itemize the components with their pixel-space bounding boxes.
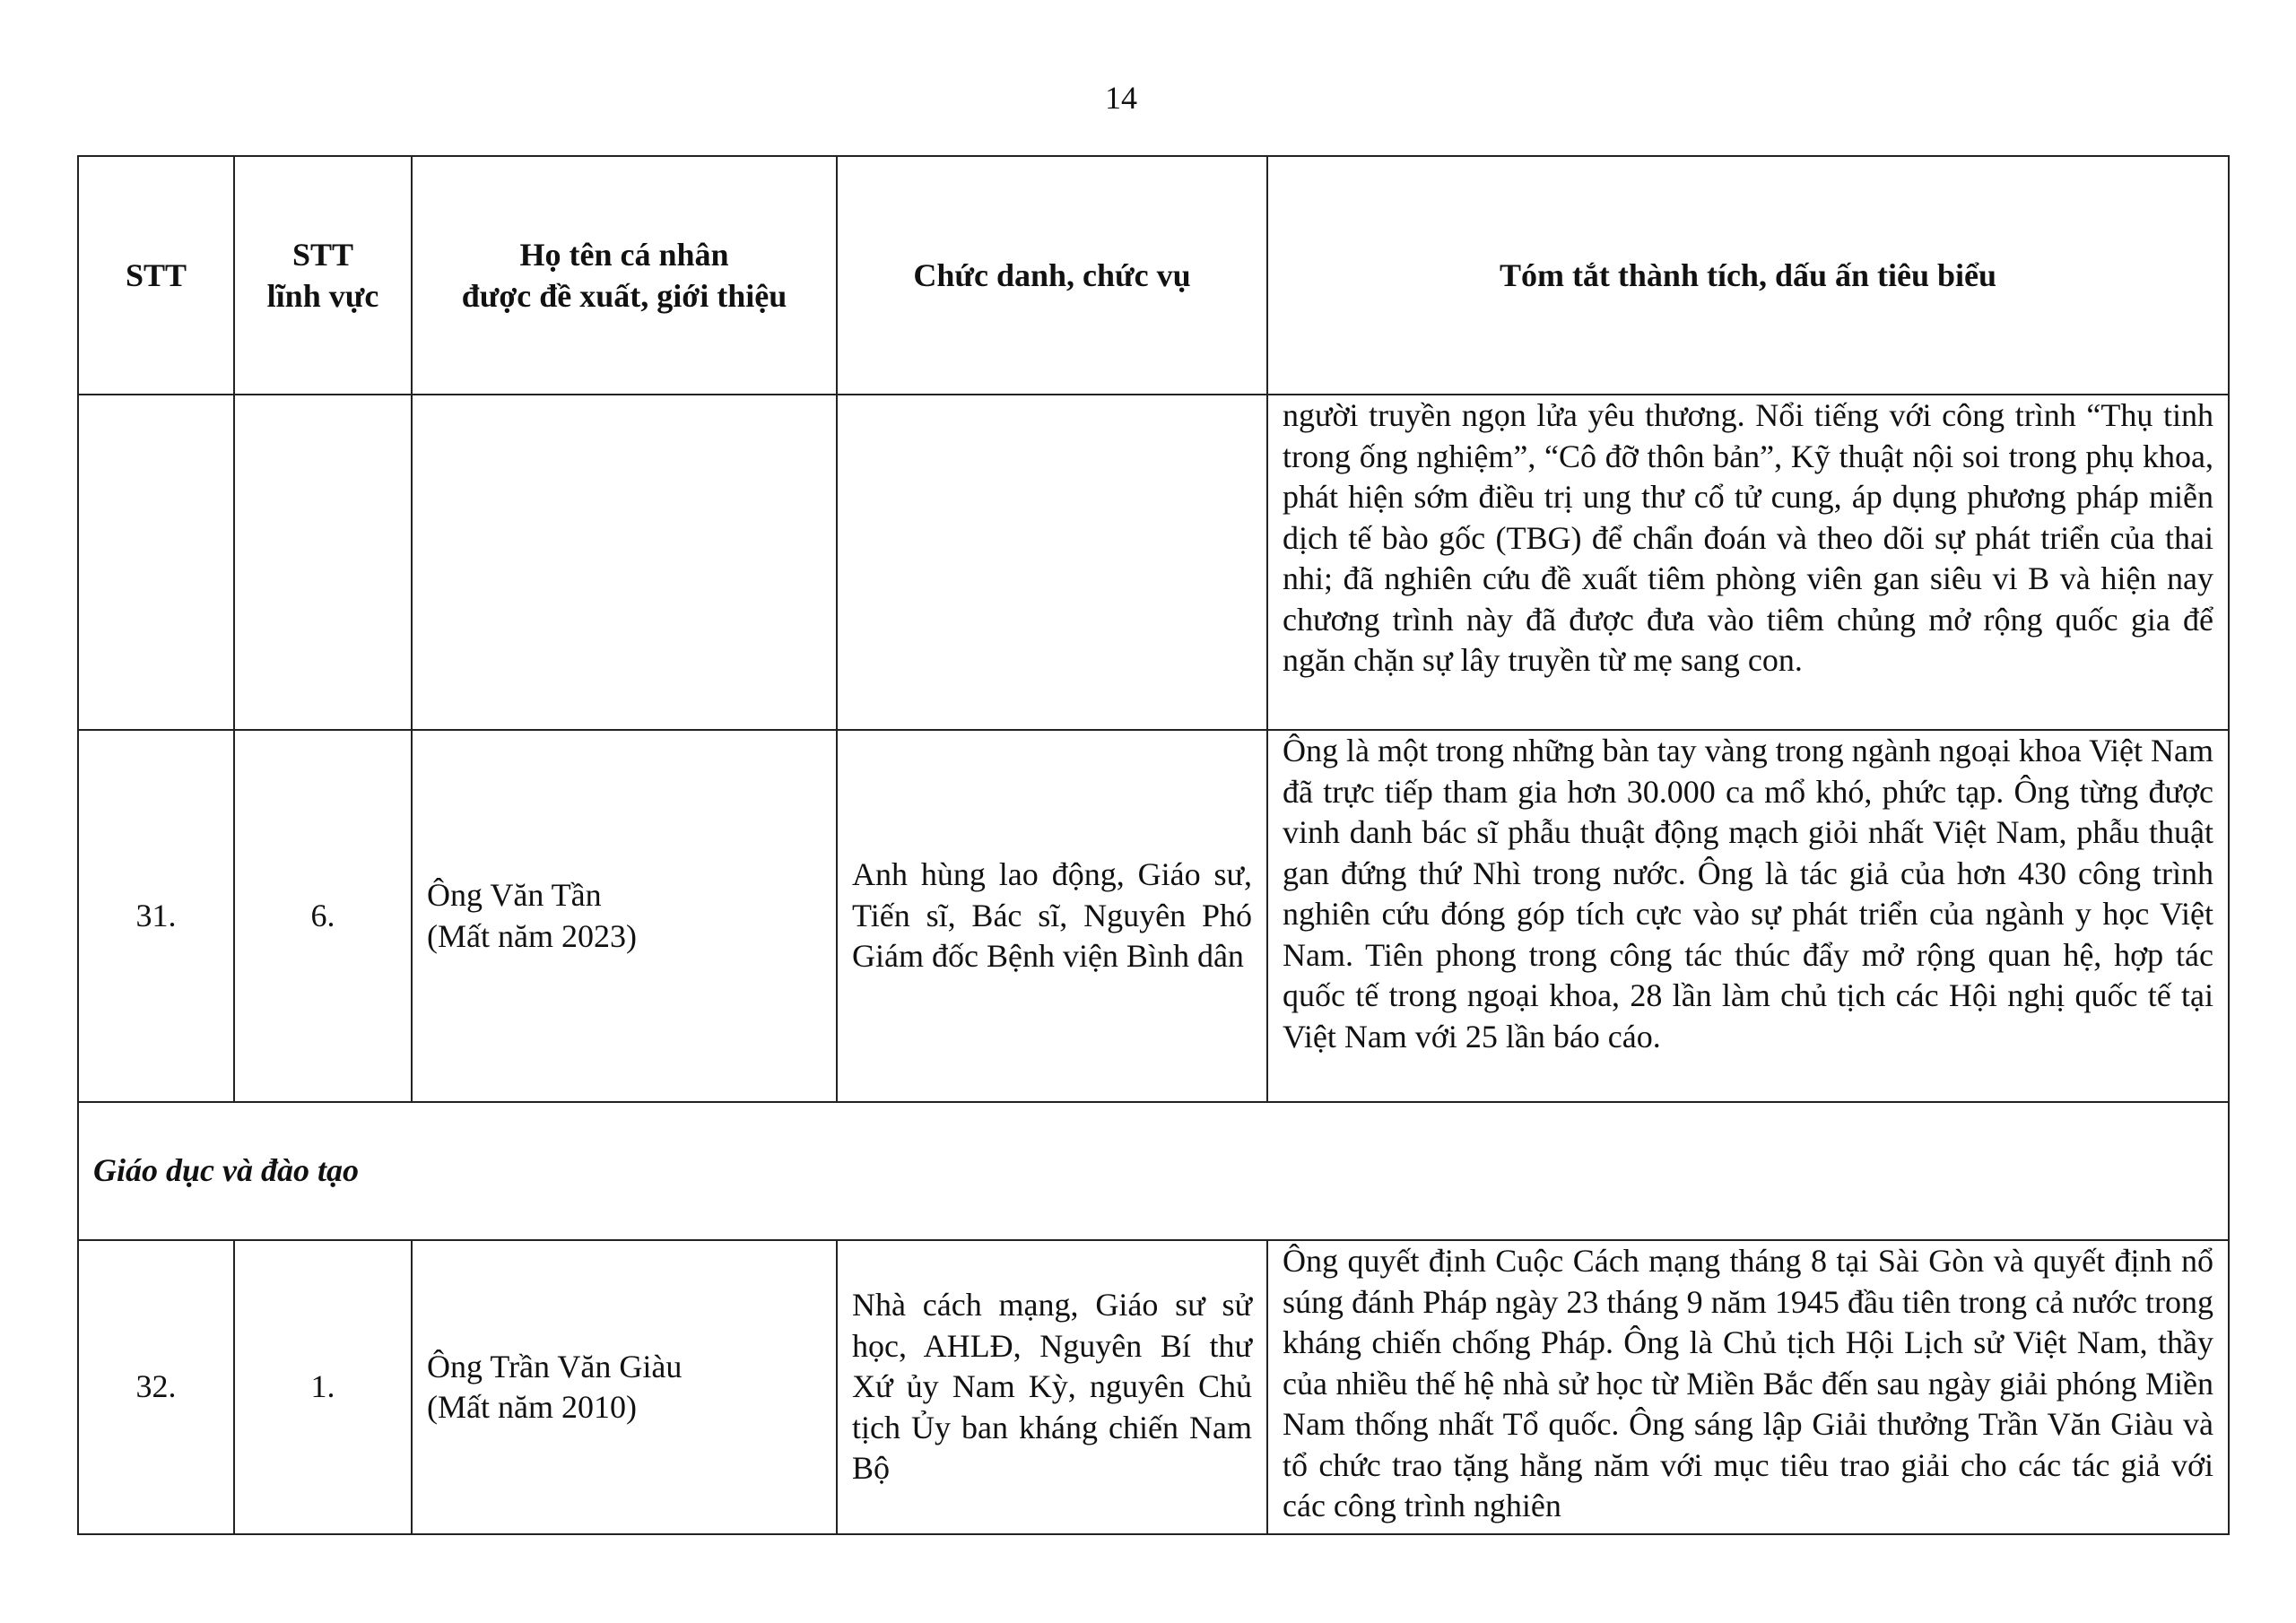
cell-stt-field: [234, 395, 412, 730]
cell-name: [412, 730, 837, 1102]
cell-stt-field: 1.: [234, 1240, 412, 1534]
cell-title: Anh hùng lao động, Giáo sư, Tiến sĩ, Bác sĩ, Nguyên Phó Giám đốc Bệnh viện Bình dân: [837, 730, 1267, 1102]
cell-summary: [1267, 395, 2229, 730]
table-row: [78, 1240, 2229, 1534]
cell-summary: [1267, 730, 2229, 1102]
summary-text: Ông quyết định Cuộc Cách mạng tháng 8 tại Sài Gòn và quyết định nổ súng đánh Pháp ngày 23 tháng 9 năm 1945 đầu tiên trong cả nước trong kháng chiến chống Pháp. Ông là Chủ tịch Hội Lịch sử Việt Nam, thầy của nhiều thế hệ nhà sử học từ Miền Bắc đến sau ngày giải phóng Miền Nam thống nhất Tổ quốc. Ông sáng lập Giải thưởng Trần Văn Giàu và tổ chức trao tặng hằng năm với mục tiêu trao giải cho các tác giả với các công trình nghiên: [1283, 1243, 2213, 1523]
person-death-year: (Mất năm 2010): [427, 1389, 637, 1425]
summary-text: người truyền ngọn lửa yêu thương. Nổi tiếng với công trình “Thụ tinh trong ống nghiệm”, “Cô đỡ thôn bản”, Kỹ thuật nội soi trong phụ khoa, phát hiện sớm điều trị ung thư cổ tử cung, áp dụng phương pháp miễn dịch tế bào gốc (TBG) để chẩn đoán và theo dõi sự phát triển của thai nhi; đã nghiên cứu đề xuất tiêm phòng viên gan siêu vi B và hiện nay chương trình này đã được đưa vào tiêm chủng mở rộng quốc gia để ngăn chặn sự lây truyền từ mẹ sang con.: [1283, 397, 2213, 678]
table-header-row: [78, 156, 2229, 395]
header-name-line-2: được đề xuất, giới thiệu: [461, 278, 787, 314]
page-number: 14: [1105, 80, 1137, 116]
summary-text: Ông là một trong những bàn tay vàng trong ngành ngoại khoa Việt Nam đã trực tiếp tham gia hơn 30.000 ca mổ khó, phức tạp. Ông từng được vinh danh bác sĩ phẫu thuật động mạch giỏi nhất Việt Nam, phẫu thuật gan đứng thứ Nhì trong nước. Ông là tác giả của hơn 430 công trình nghiên cứu đóng góp tích cực vào sự phát triển của ngành y học Việt Nam. Tiên phong trong công tác thúc đẩy mở rộng quan hệ, hợp tác quốc tế trong ngoại khoa, 28 lần làm chủ tịch các Hội nghị quốc tế tại Việt Nam với 25 lần báo cáo.: [1283, 733, 2213, 1055]
cell-summary: [1267, 1240, 2229, 1534]
header-stt-field-line-2: lĩnh vực: [266, 278, 379, 314]
header-stt-field-line-1: STT: [291, 237, 354, 273]
cell-name: [412, 395, 837, 730]
cell-stt: [78, 395, 234, 730]
header-name: [412, 156, 837, 395]
header-name-line-1: Họ tên cá nhân: [519, 237, 729, 273]
header-stt: STT: [78, 156, 234, 395]
cell-name: [412, 1240, 837, 1534]
person-name: Ông Trần Văn Giàu: [427, 1348, 683, 1384]
nominee-table: [77, 155, 2230, 1535]
section-title: Giáo dục và đào tạo: [78, 1102, 2229, 1240]
cell-title: [837, 395, 1267, 730]
cell-title: Nhà cách mạng, Giáo sư sử học, AHLĐ, Nguyên Bí thư Xứ ủy Nam Kỳ, nguyên Chủ tịch Ủy ban kháng chiến Nam Bộ: [837, 1240, 1267, 1534]
cell-stt: 31.: [78, 730, 234, 1102]
cell-stt-field: 6.: [234, 730, 412, 1102]
person-death-year: (Mất năm 2023): [427, 917, 637, 954]
person-name: Ông Văn Tần: [427, 877, 602, 913]
header-summary: Tóm tắt thành tích, dấu ấn tiêu biểu: [1267, 156, 2229, 395]
cell-stt: 32.: [78, 1240, 234, 1534]
table-row: [78, 395, 2229, 730]
table-row: [78, 730, 2229, 1102]
header-stt-field: [234, 156, 412, 395]
header-title: Chức danh, chức vụ: [837, 156, 1267, 395]
section-row: [78, 1102, 2229, 1240]
